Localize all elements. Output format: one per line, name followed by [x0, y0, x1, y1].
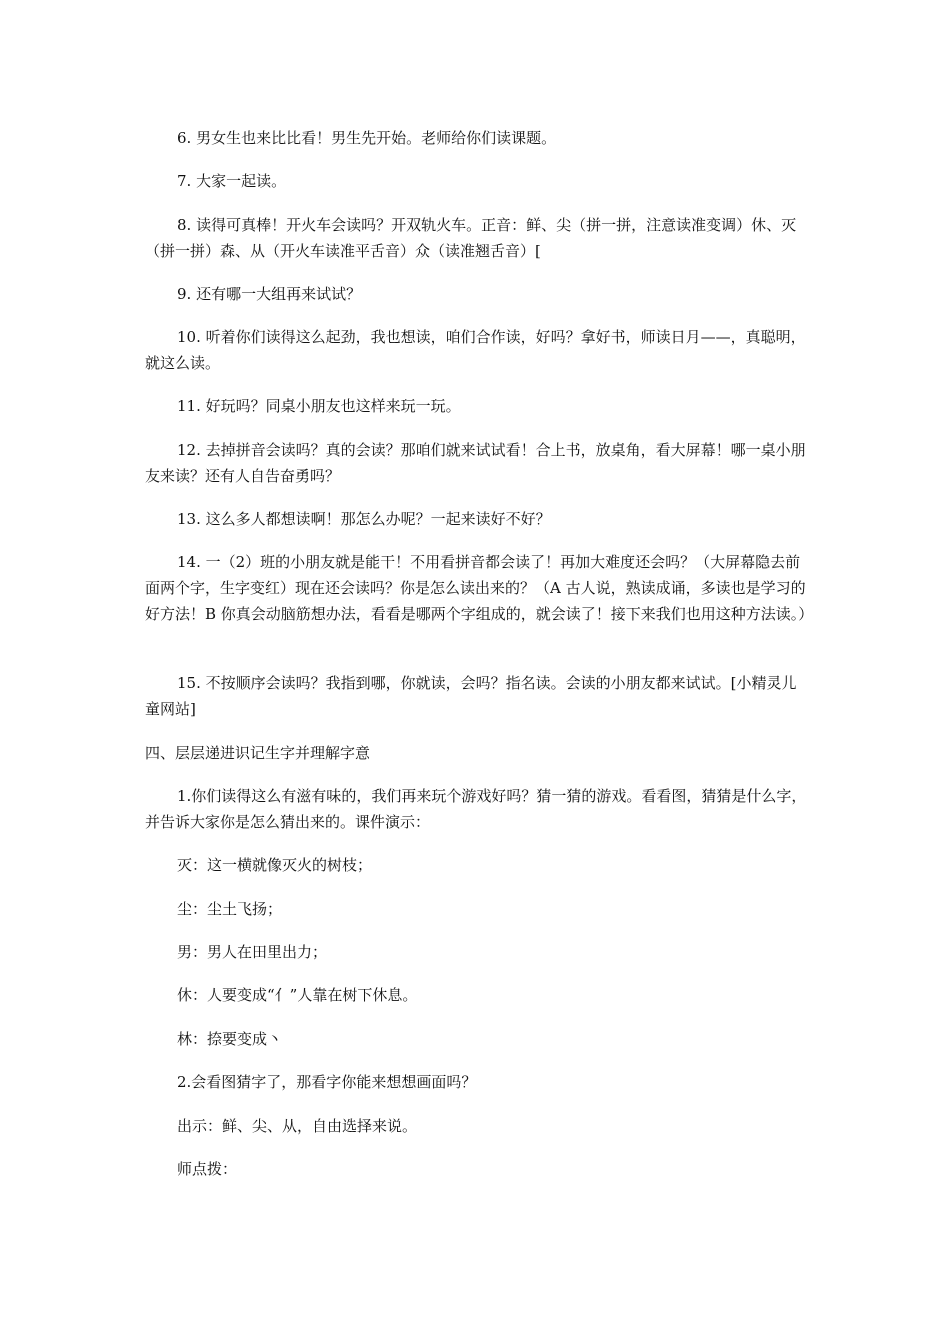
paragraph-7: 7. 大家一起读。: [177, 172, 287, 190]
paragraph-9: 9. 还有哪一大组再来试试？: [177, 285, 362, 303]
paragraph-show: 出示：鲜、尖、从，自由选择来说。: [177, 1117, 418, 1135]
paragraph-6: 6. 男女生也来比比看！男生先开始。老师给你们读课题。: [177, 129, 557, 147]
section-heading: 四、层层递进识记生字并理解字意: [145, 744, 371, 762]
char-explanation-chen: 尘：尘土飞扬；: [177, 900, 283, 918]
paragraph-8: 8. 读得可真棒！开火车会读吗？开双轨火车。正音：鲜、尖（拼一拼，注意读准变调）休、灭（拼一拼）森、从（开火车读准平舌音）众（读准翘舌音）[: [145, 216, 797, 260]
paragraph-14: 14. 一（2）班的小朋友就是能干！不用看拼音都会读了！再加大难度还会吗？（大屏幕隐去前面两个字，生字变红）现在还会读吗？你是怎么读出来的？（A 古人说，熟读成诵，多读也是学习的好方法！B 你真会动脑筋想办法，看看是哪两个字组成的，就会读了！接下来我们也用这种方法读。）: [145, 553, 814, 623]
paragraph-look-char: 2.会看图猜字了，那看字你能来想想画面吗？: [177, 1073, 477, 1091]
char-explanation-mie: 灭：这一横就像灭火的树枝；: [177, 856, 373, 874]
paragraph-10: 10. 听着你们读得这么起劲，我也想读，咱们合作读，好吗？拿好书，师读日月——，真聪明，就这么读。: [145, 328, 806, 372]
paragraph-15: 15. 不按顺序会读吗？我指到哪，你就读，会吗？指名读。会读的小朋友都来试试。[小精灵儿童网站]: [145, 674, 797, 718]
paragraph-teacher-hint: 师点拨：: [177, 1160, 238, 1178]
char-explanation-nan: 男：男人在田里出力；: [177, 943, 328, 961]
char-explanation-xiu: 休：人要变成“亻”人靠在树下休息。: [177, 986, 418, 1004]
char-explanation-lin: 林：捺要变成丶: [177, 1030, 283, 1048]
paragraph-11: 11. 好玩吗？同桌小朋友也这样来玩一玩。: [177, 397, 461, 415]
paragraph-13: 13. 这么多人都想读啊！那怎么办呢？一起来读好不好？: [177, 510, 551, 528]
paragraph-game-intro: 1.你们读得这么有滋有味的，我们再来玩个游戏好吗？猜一猜的游戏。看看图，猜猜是什么字，并告诉大家你是怎么猜出来的。课件演示：: [145, 787, 807, 831]
paragraph-12: 12. 去掉拼音会读吗？真的会读？那咱们就来试试看！合上书，放桌角，看大屏幕！哪一桌小朋友来读？还有人自告奋勇吗？: [145, 441, 806, 485]
